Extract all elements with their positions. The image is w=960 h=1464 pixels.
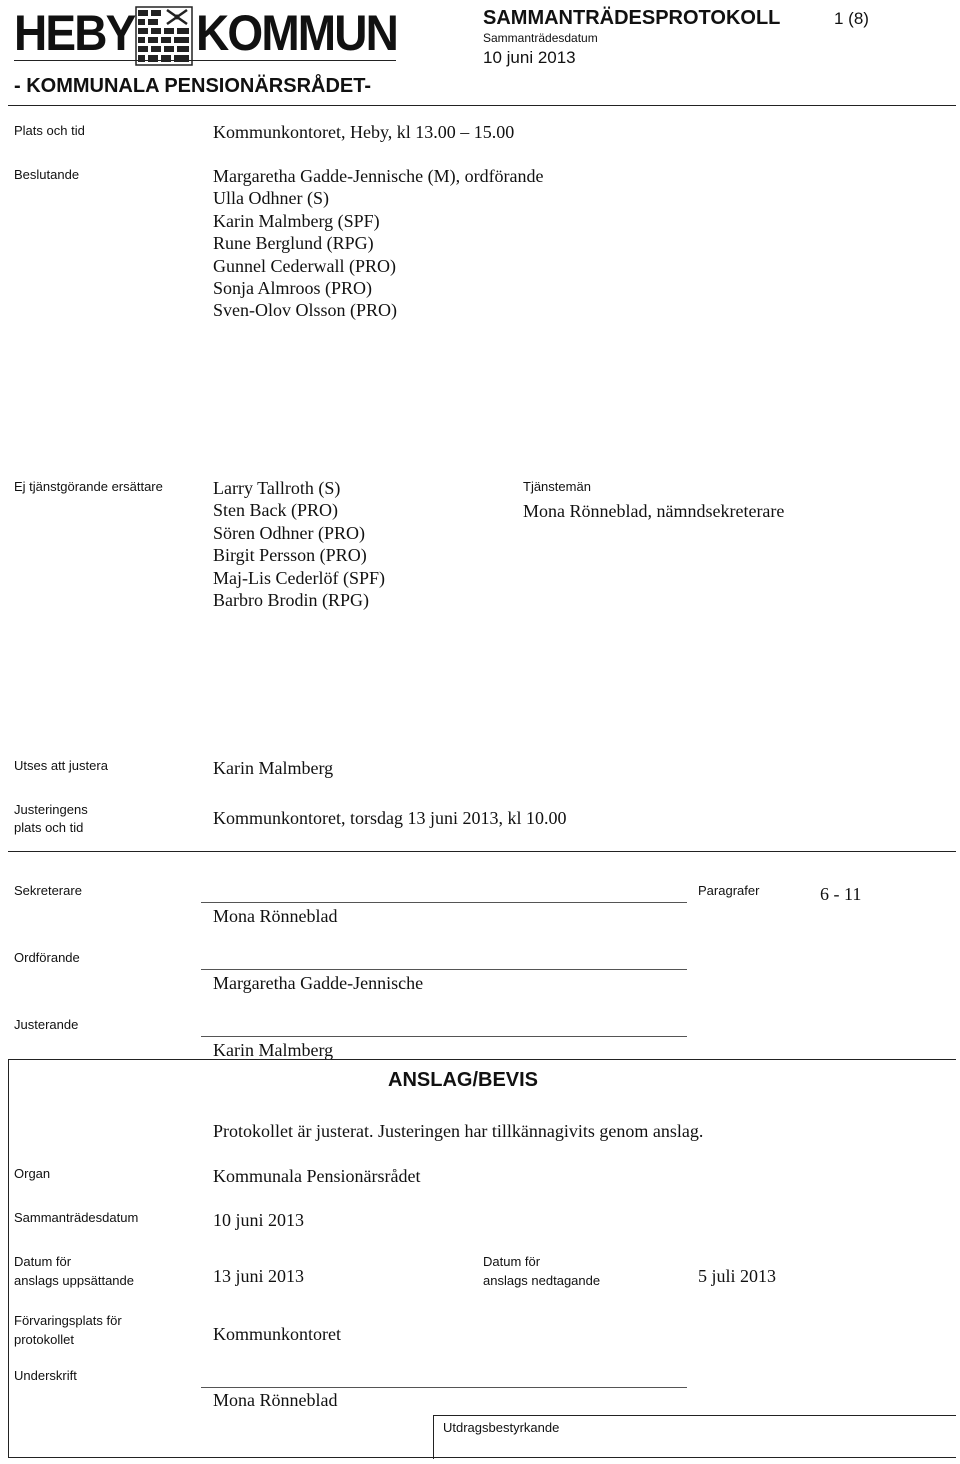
secretary-name: Mona Rönneblad bbox=[213, 906, 338, 926]
notice-date-value: 10 juni 2013 bbox=[213, 1210, 305, 1230]
notice-box-left-border bbox=[8, 1059, 9, 1457]
deciding-member: Ulla Odhner (S) bbox=[213, 188, 329, 209]
header-date-label: Sammanträdesdatum bbox=[483, 31, 598, 45]
deciding-member: Gunnel Cederwall (PRO) bbox=[213, 255, 396, 276]
adjuster-name: Karin Malmberg bbox=[213, 1040, 334, 1060]
secretary-label: Sekreterare bbox=[14, 883, 82, 898]
officials-value: Mona Rönneblad, nämndsekreterare bbox=[523, 501, 785, 521]
place-label: Plats och tid bbox=[14, 123, 85, 138]
meeting-divider bbox=[8, 851, 956, 852]
adjust-place-label-2: plats och tid bbox=[14, 820, 84, 835]
adjust-place-label-1: Justeringens bbox=[14, 802, 88, 817]
paragraphs-value: 6 - 11 bbox=[820, 884, 862, 904]
substitute-member: Sten Back (PRO) bbox=[213, 500, 338, 521]
org-name: - KOMMUNALA PENSIONÄRSRÅDET- bbox=[14, 75, 372, 97]
storage-label-1: Förvaringsplats för bbox=[14, 1313, 122, 1328]
posted-label-2: anslags uppsättande bbox=[14, 1273, 134, 1288]
organ-label: Organ bbox=[14, 1166, 51, 1181]
header-divider bbox=[8, 105, 956, 106]
substitute-member: Barbro Brodin (RPG) bbox=[213, 590, 369, 611]
notice-box-bottom bbox=[8, 1457, 956, 1458]
substitutes-label: Ej tjänstgörande ersättare bbox=[14, 479, 163, 494]
extract-label: Utdragsbestyrkande bbox=[443, 1420, 560, 1435]
removed-value: 5 juli 2013 bbox=[698, 1266, 777, 1286]
adjuster-signature-line bbox=[201, 1036, 687, 1037]
deciding-member: Sven-Olov Olsson (PRO) bbox=[213, 300, 398, 321]
chair-label: Ordförande bbox=[14, 950, 80, 965]
logo-underline bbox=[14, 60, 396, 61]
organ-value: Kommunala Pensionärsrådet bbox=[213, 1166, 421, 1186]
adjuster-value: Karin Malmberg bbox=[213, 758, 334, 778]
storage-value: Kommunkontoret bbox=[213, 1324, 341, 1344]
removed-label-2: anslags nedtagande bbox=[483, 1273, 601, 1288]
extract-box-top bbox=[433, 1415, 956, 1416]
deciding-member: Margaretha Gadde-Jennische (M), ordförande bbox=[213, 166, 544, 186]
removed-label-1: Datum för bbox=[483, 1254, 541, 1269]
notice-statement: Protokollet är justerat. Justeringen har tillkännagivits genom anslag. bbox=[213, 1121, 704, 1141]
chair-name: Margaretha Gadde-Jennische bbox=[213, 973, 424, 993]
signature-label: Underskrift bbox=[14, 1368, 77, 1383]
adjust-place-value: Kommunkontoret, torsdag 13 juni 2013, kl 10.00 bbox=[213, 808, 567, 828]
notice-signature-line bbox=[201, 1387, 687, 1388]
notice-divider bbox=[8, 1059, 956, 1060]
extract-box-divider bbox=[433, 1415, 434, 1459]
adjuster-sign-label: Justerande bbox=[14, 1017, 79, 1032]
deciding-member: Sonja Almroos (PRO) bbox=[213, 278, 373, 299]
place-value: Kommunkontoret, Heby, kl 13.00 – 15.00 bbox=[213, 122, 515, 142]
deciding-list bbox=[213, 165, 544, 322]
substitute-member: Maj-Lis Cederlöf (SPF) bbox=[213, 567, 385, 588]
secretary-signature-line bbox=[201, 902, 687, 903]
substitute-member: Birgit Persson (PRO) bbox=[213, 545, 367, 566]
signature-name: Mona Rönneblad bbox=[213, 1390, 338, 1410]
substitute-member: Larry Tallroth (S) bbox=[213, 478, 341, 498]
logo-heby: HEBY bbox=[14, 5, 135, 61]
deciding-member: Karin Malmberg (SPF) bbox=[213, 210, 380, 231]
doc-title: SAMMANTRÄDESPROTOKOLL bbox=[483, 7, 781, 29]
posted-value: 13 juni 2013 bbox=[213, 1266, 305, 1286]
municipal-crest-icon bbox=[135, 6, 193, 66]
deciding-member: Rune Berglund (RPG) bbox=[213, 233, 374, 254]
notice-date-label: Sammanträdesdatum bbox=[14, 1210, 139, 1225]
header-date-value: 10 juni 2013 bbox=[483, 48, 576, 67]
page-number: 1 (8) bbox=[834, 9, 869, 28]
officials-label: Tjänstemän bbox=[523, 479, 591, 494]
deciding-label: Beslutande bbox=[14, 167, 80, 182]
notice-title: ANSLAG/BEVIS bbox=[388, 1069, 539, 1091]
substitutes-list bbox=[213, 477, 385, 611]
substitute-member: Sören Odhner (PRO) bbox=[213, 522, 365, 543]
storage-label-2: protokollet bbox=[14, 1332, 74, 1347]
adjuster-label: Utses att justera bbox=[14, 758, 108, 773]
logo-kommun: KOMMUN bbox=[196, 5, 398, 61]
posted-label-1: Datum för bbox=[14, 1254, 72, 1269]
chair-signature-line bbox=[201, 969, 687, 970]
paragraphs-label: Paragrafer bbox=[698, 883, 760, 898]
